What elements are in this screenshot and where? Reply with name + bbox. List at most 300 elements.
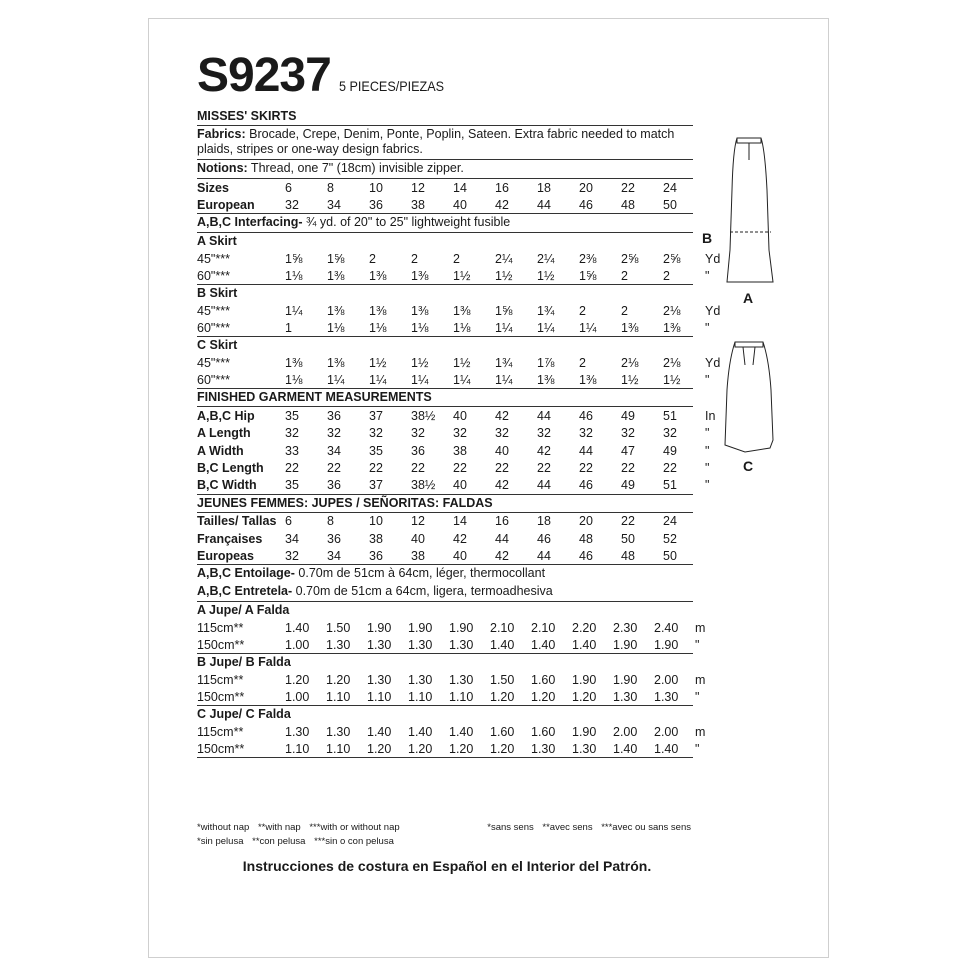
- metric-row-value: 1.50: [326, 620, 351, 635]
- metric-size-row-value: 24: [663, 514, 677, 529]
- fabrics-info: [197, 126, 693, 160]
- metric-row-value: 1.20: [285, 672, 310, 687]
- finished-row-unit: ": [705, 461, 710, 476]
- metric-row-value: 1.40: [285, 620, 310, 635]
- pattern-number: S9237: [197, 49, 331, 102]
- metric-row-value: 1.00: [285, 637, 310, 652]
- finished-row-value: 35: [285, 478, 299, 493]
- metric-row-value: 1.30: [367, 672, 392, 687]
- yardage-row-value: 1⅝: [327, 251, 345, 266]
- notions-info: [197, 160, 693, 179]
- metric-size-row-value: 50: [621, 531, 635, 546]
- metric-row-value: 1.60: [531, 724, 556, 739]
- metric-size-row-value: 46: [537, 531, 551, 546]
- metric-row-value: 1.60: [490, 724, 515, 739]
- yardage-chart: [197, 108, 721, 758]
- sizes-row-value: 12: [411, 180, 425, 195]
- yardage-row-value: 1¼: [285, 303, 303, 318]
- yardage-row-value: 2: [579, 355, 586, 370]
- entoilage-info-text: 0.70m de 51cm à 64cm, léger, thermocollant: [294, 566, 546, 580]
- metric-row-unit: m: [695, 724, 706, 739]
- finished-row-value: 49: [663, 443, 677, 458]
- european-row-value: 38: [411, 197, 425, 212]
- yardage-row-value: 2: [579, 303, 586, 318]
- metric-row: [197, 671, 706, 689]
- finished-row-value: 38½: [411, 478, 436, 493]
- metric-size-row-value: 34: [327, 548, 341, 563]
- metric-row-label: 115cm**: [197, 724, 244, 739]
- yardage-row-label: 45"***: [197, 303, 230, 318]
- notions-info-text: Thread, one 7" (18cm) invisible zipper.: [247, 161, 464, 175]
- metric-row-value: 1.40: [531, 637, 556, 652]
- sizes-row-value: 6: [285, 180, 292, 195]
- yardage-row-value: 1⅜: [537, 372, 555, 387]
- yardage-row-value: 2⅜: [579, 251, 597, 266]
- metric-row-value: 1.90: [449, 620, 474, 635]
- finished-row: [197, 425, 710, 443]
- metric-row-value: 1.00: [285, 689, 310, 704]
- yardage-row-value: 2: [369, 251, 376, 266]
- metric-row-unit: ": [695, 741, 700, 756]
- metric-section-title: JEUNES FEMMES: JUPES / SEÑORITAS: FALDAS: [197, 495, 693, 513]
- metric-row-value: 1.20: [531, 689, 556, 704]
- fabrics-info-label: Fabrics:: [197, 127, 246, 141]
- yardage-row-value: 1⅜: [327, 355, 345, 370]
- metric-row-value: 1.40: [572, 637, 597, 652]
- finished-row-label: A,B,C Hip: [197, 408, 255, 423]
- yardage-row: [197, 250, 721, 268]
- note-con-pelusa: **con pelusa: [252, 836, 306, 847]
- yardage-row-value: 2⅛: [663, 303, 681, 318]
- metric-row-value: 1.20: [490, 741, 515, 756]
- metric-size-row: [197, 530, 693, 548]
- metric-size-row-value: 32: [285, 548, 299, 563]
- metric-row-value: 1.10: [326, 741, 351, 756]
- metric-size-row-value: 6: [285, 514, 292, 529]
- european-row-value: 50: [663, 197, 677, 212]
- metric-row-value: 1.90: [654, 637, 679, 652]
- metric-row-value: 1.40: [367, 724, 392, 739]
- view-label-a: A: [743, 290, 754, 306]
- metric-row-value: 1.40: [490, 637, 515, 652]
- metric-row-label: 150cm**: [197, 689, 245, 704]
- metric-size-row: [197, 513, 693, 531]
- finished-row-value: 38: [453, 443, 467, 458]
- yardage-row-value: 1⅞: [537, 355, 555, 370]
- nap-notes: [197, 822, 697, 850]
- metric-row-value: 1.40: [654, 741, 679, 756]
- finished-row-value: 32: [663, 426, 677, 441]
- yardage-row-value: 1⅜: [579, 372, 597, 387]
- metric-size-row-value: 44: [537, 548, 551, 563]
- note-avec-ou-sans-sens: ***avec ou sans sens: [601, 822, 691, 833]
- metric-row-value: 1.60: [531, 672, 556, 687]
- metric-row-value: 1.30: [285, 724, 310, 739]
- yardage-row-value: 1⅜: [327, 268, 345, 283]
- metric-row-value: 1.30: [449, 637, 474, 652]
- metric-view-title: A Jupe/ A Falda: [197, 603, 290, 617]
- yardage-row-value: 2⅛: [621, 355, 639, 370]
- european-row-value: 40: [453, 197, 467, 212]
- yardage-row-unit: Yd: [705, 355, 721, 370]
- metric-row-value: 1.90: [572, 672, 597, 687]
- yardage-row-value: 1⅛: [453, 320, 471, 335]
- metric-row-label: 115cm**: [197, 672, 244, 687]
- finished-row-value: 22: [285, 461, 299, 476]
- finished-row-value: 49: [621, 478, 635, 493]
- yardage-row: [197, 268, 710, 286]
- finished-row-value: 22: [495, 461, 509, 476]
- finished-row-label: B,C Length: [197, 461, 264, 476]
- sizes-row: [197, 179, 693, 197]
- metric-row-label: 150cm**: [197, 741, 245, 756]
- yardage-row-value: 1⅝: [285, 251, 303, 266]
- metric-row: [197, 637, 700, 655]
- metric-row-value: 1.90: [613, 672, 638, 687]
- european-row-value: 32: [285, 197, 299, 212]
- metric-size-row-value: 40: [453, 548, 467, 563]
- european-row-value: 34: [327, 197, 341, 212]
- yardage-row: [197, 354, 721, 372]
- metric-row-unit: m: [695, 620, 706, 635]
- note-with-nap: **with nap: [257, 822, 301, 833]
- interfacing-info-text: ¾ yd. of 20" to 25" lightweight fusible: [302, 215, 511, 229]
- finished-row-value: 47: [621, 443, 635, 458]
- european-row-value: 36: [369, 197, 383, 212]
- metric-size-row-value: 38: [411, 548, 425, 563]
- yardage-row-value: 1¼: [453, 372, 471, 387]
- finished-row-value: 35: [285, 408, 299, 423]
- metric-row-value: 1.50: [490, 672, 515, 687]
- yardage-row-value: 1¼: [579, 320, 597, 335]
- yardage-row-value: 1⅜: [411, 303, 429, 318]
- finished-row-value: 22: [369, 461, 383, 476]
- yardage-row: [197, 320, 710, 338]
- sizes-row-label: Sizes: [197, 180, 229, 195]
- yardage-row-label: 60"***: [197, 320, 230, 335]
- metric-row-label: 115cm**: [197, 620, 244, 635]
- yardage-row-value: 1⅜: [327, 303, 345, 318]
- finished-row-value: 32: [411, 426, 425, 441]
- view-label-c: C: [743, 458, 754, 474]
- yardage-row-unit: Yd: [705, 251, 721, 266]
- interfacing-info: [197, 214, 693, 233]
- finished-row-value: 22: [621, 461, 635, 476]
- metric-size-row-value: 40: [411, 531, 425, 546]
- metric-row: [197, 689, 700, 707]
- metric-view-title: C Jupe/ C Falda: [197, 707, 291, 721]
- metric-row-unit: ": [695, 637, 700, 652]
- yardage-row-value: 1¼: [369, 372, 387, 387]
- finished-row-value: 22: [453, 461, 467, 476]
- yardage-row-value: 2¼: [495, 251, 513, 266]
- european-row-value: 42: [495, 197, 509, 212]
- section-title: MISSES' SKIRTS: [197, 108, 693, 126]
- metric-row-value: 1.30: [531, 741, 556, 756]
- yardage-row-value: 1¼: [495, 320, 513, 335]
- yardage-row-value: 1½: [621, 372, 639, 387]
- metric-size-row-value: 18: [537, 514, 551, 529]
- metric-row-value: 1.20: [572, 689, 597, 704]
- metric-size-row-value: 38: [369, 531, 383, 546]
- metric-row-value: 1.40: [408, 724, 433, 739]
- yardage-row-value: 2⅛: [663, 355, 681, 370]
- metric-size-row-value: 48: [579, 531, 593, 546]
- metric-row-value: 1.10: [367, 689, 392, 704]
- finished-row-value: 22: [579, 461, 593, 476]
- finished-row-value: 44: [537, 408, 551, 423]
- finished-row-value: 42: [495, 408, 509, 423]
- yardage-row-value: 1⅜: [453, 303, 471, 318]
- metric-row-label: 150cm**: [197, 637, 245, 652]
- sizes-row-value: 20: [579, 180, 593, 195]
- finished-row-value: 51: [663, 478, 677, 493]
- yardage-row-value: 1⅛: [285, 268, 303, 283]
- yardage-row-unit: ": [705, 320, 710, 335]
- finished-row-value: 32: [369, 426, 383, 441]
- note-sin-pelusa: *sin pelusa: [197, 836, 244, 847]
- metric-row-value: 1.30: [449, 672, 474, 687]
- yardage-row-value: 1⅝: [495, 303, 513, 318]
- spanish-instructions-note: Instrucciones de costura en Español en el Interior del Patrón.: [242, 858, 652, 874]
- metric-size-row-value: 36: [369, 548, 383, 563]
- finished-row: [197, 460, 710, 478]
- metric-row-value: 1.30: [613, 689, 638, 704]
- note-avec-sens: **avec sens: [542, 822, 593, 833]
- yardage-row-value: 2¼: [537, 251, 555, 266]
- metric-row-value: 1.90: [572, 724, 597, 739]
- notes-french: [487, 822, 697, 836]
- yardage-row-unit: ": [705, 372, 710, 387]
- finished-row-value: 34: [327, 443, 341, 458]
- entretela-info-text: 0.70m de 51cm a 64cm, ligera, termoadhesiva: [292, 584, 553, 598]
- yardage-row-value: 2: [663, 268, 670, 283]
- metric-row-value: 1.30: [326, 724, 351, 739]
- entretela-info: [197, 583, 693, 602]
- metric-row-value: 1.30: [326, 637, 351, 652]
- finished-row-value: 36: [411, 443, 425, 458]
- sizes-row-value: 8: [327, 180, 334, 195]
- metric-size-row: [197, 548, 693, 566]
- metric-size-row-value: 34: [285, 531, 299, 546]
- finished-row: [197, 407, 716, 425]
- metric-row-value: 2.10: [531, 620, 556, 635]
- pieces-count: 5 PIECES/PIEZAS: [338, 78, 444, 94]
- metric-row-value: 1.30: [408, 637, 433, 652]
- entoilage-info: [197, 565, 693, 583]
- sizes-row-value: 10: [369, 180, 383, 195]
- notions-info-label: Notions:: [197, 161, 248, 175]
- sizes-row-value: 24: [663, 180, 677, 195]
- note-sans-sens: *sans sens: [487, 822, 534, 833]
- metric-row-value: 1.20: [490, 689, 515, 704]
- finished-row-value: 49: [621, 408, 635, 423]
- yardage-row-value: 1⅛: [369, 320, 387, 335]
- metric-size-row-value: 20: [579, 514, 593, 529]
- metric-row-value: 1.30: [408, 672, 433, 687]
- yardage-row-value: 2⅝: [621, 251, 639, 266]
- metric-size-row-value: 12: [411, 514, 425, 529]
- note-with-or-without-nap: ***with or without nap: [309, 822, 400, 833]
- metric-size-row-label: Françaises: [197, 531, 263, 546]
- yardage-row-value: 1: [285, 320, 292, 335]
- finished-row-unit: ": [705, 426, 710, 441]
- yardage-row-value: 2: [621, 268, 628, 283]
- view-label-b: B: [702, 230, 713, 246]
- finished-row-value: 32: [453, 426, 467, 441]
- metric-row-value: 2.00: [654, 672, 679, 687]
- yardage-row-value: 1⅜: [411, 268, 429, 283]
- metric-row: [197, 619, 706, 637]
- metric-row-value: 2.00: [654, 724, 679, 739]
- yardage-row-value: 1¼: [327, 372, 345, 387]
- finished-row-value: 32: [327, 426, 341, 441]
- metric-row: [197, 741, 700, 759]
- metric-row-value: 1.40: [613, 741, 638, 756]
- metric-size-row-value: 52: [663, 531, 677, 546]
- yardage-row-label: 60"***: [197, 268, 230, 283]
- finished-row-value: 44: [537, 478, 551, 493]
- yardage-row-value: 1⅜: [369, 268, 387, 283]
- european-row-value: 46: [579, 197, 593, 212]
- finished-row-value: 32: [495, 426, 509, 441]
- metric-size-row-label: Europeas: [197, 548, 254, 563]
- entretela-info-label: A,B,C Entretela-: [197, 584, 293, 598]
- yardage-row-value: 2: [411, 251, 418, 266]
- finished-row-value: 46: [579, 478, 593, 493]
- finished-row-value: 22: [537, 461, 551, 476]
- finished-row-label: A Length: [197, 426, 251, 441]
- metric-row-value: 1.20: [367, 741, 392, 756]
- finished-row-value: 22: [411, 461, 425, 476]
- metric-row-value: 1.20: [326, 672, 351, 687]
- yardage-row-value: 1⅛: [327, 320, 345, 335]
- pattern-header: [197, 49, 456, 102]
- yardage-row-value: 1¼: [411, 372, 429, 387]
- european-row: [197, 197, 693, 215]
- finished-row-value: 40: [453, 408, 467, 423]
- metric-row-value: 2.00: [613, 724, 638, 739]
- metric-row-value: 1.10: [285, 741, 310, 756]
- yardage-row-value: 1½: [411, 355, 429, 370]
- finished-row-value: 32: [537, 426, 551, 441]
- metric-row-value: 2.40: [654, 620, 679, 635]
- yardage-row-value: 1¼: [495, 372, 513, 387]
- finished-row-value: 44: [579, 443, 593, 458]
- skirt-illustrations: [715, 130, 795, 470]
- metric-row-value: 1.10: [408, 689, 433, 704]
- finished-row-value: 35: [369, 443, 383, 458]
- yardage-row-value: 1½: [537, 268, 555, 283]
- finished-row: [197, 477, 710, 495]
- metric-size-row-value: 8: [327, 514, 334, 529]
- yardage-row-value: 2: [621, 303, 628, 318]
- metric-row-value: 1.20: [408, 741, 433, 756]
- yardage-row-value: 1½: [495, 268, 513, 283]
- metric-size-row-value: 48: [621, 548, 635, 563]
- yardage-row-value: 1⅜: [285, 355, 303, 370]
- sizes-row-value: 14: [453, 180, 467, 195]
- metric-size-row-value: 46: [579, 548, 593, 563]
- metric-size-row-value: 42: [453, 531, 467, 546]
- finished-row-unit: ": [705, 478, 710, 493]
- finished-row-value: 46: [579, 408, 593, 423]
- finished-row-value: 40: [453, 478, 467, 493]
- yardage-row-value: 1½: [663, 372, 681, 387]
- yardage-row-value: 1½: [369, 355, 387, 370]
- metric-size-row-value: 10: [369, 514, 383, 529]
- yardage-row-value: 1⅛: [411, 320, 429, 335]
- yardage-view-title: C Skirt: [197, 338, 238, 352]
- finished-row-value: 37: [369, 408, 383, 423]
- yardage-row-value: 1⅝: [579, 268, 597, 283]
- skirt-c-drawing: [725, 342, 773, 452]
- yardage-view-title: B Skirt: [197, 286, 238, 300]
- yardage-row-value: 1½: [453, 268, 471, 283]
- metric-row-unit: ": [695, 689, 700, 704]
- yardage-row-value: 1⅜: [663, 320, 681, 335]
- yardage-row-label: 45"***: [197, 355, 230, 370]
- metric-row-value: 1.30: [654, 689, 679, 704]
- finished-row-unit: ": [705, 443, 710, 458]
- metric-size-row-value: 44: [495, 531, 509, 546]
- finished-row-value: 32: [579, 426, 593, 441]
- yardage-row-value: 1⅜: [369, 303, 387, 318]
- metric-row-value: 1.10: [326, 689, 351, 704]
- yardage-view-title: A Skirt: [197, 234, 237, 248]
- finished-row-value: 38½: [411, 408, 436, 423]
- metric-row: [197, 723, 706, 741]
- metric-size-row-value: 42: [495, 548, 509, 563]
- yardage-row: [197, 372, 710, 390]
- european-row-label: European: [197, 197, 255, 212]
- metric-row-value: 1.20: [449, 741, 474, 756]
- finished-row-label: A Width: [197, 443, 244, 458]
- metric-size-row-value: 36: [327, 531, 341, 546]
- finished-row: [197, 442, 710, 460]
- metric-size-row-label: Tailles/ Tallas: [197, 514, 277, 529]
- yardage-row-label: 45"***: [197, 251, 230, 266]
- fabrics-info-text: Brocade, Crepe, Denim, Ponte, Poplin, Sateen. Extra fabric needed to match plaids, stripes or one-way design fabrics.: [197, 127, 675, 156]
- metric-size-row-value: 14: [453, 514, 467, 529]
- metric-size-row-value: 22: [621, 514, 635, 529]
- metric-size-row-value: 50: [663, 548, 677, 563]
- metric-row-value: 1.90: [613, 637, 638, 652]
- yardage-row-value: 2⅝: [663, 251, 681, 266]
- finished-measurements-title: FINISHED GARMENT MEASUREMENTS: [197, 389, 693, 407]
- finished-row-value: 22: [327, 461, 341, 476]
- sizes-row-value: 18: [537, 180, 551, 195]
- yardage-row-value: 1⅜: [621, 320, 639, 335]
- finished-row-value: 32: [285, 426, 299, 441]
- skirt-a-drawing: [727, 138, 773, 282]
- yardage-row-unit: Yd: [705, 303, 721, 318]
- yardage-row-value: 1¼: [537, 320, 555, 335]
- note-sin-o-con-pelusa: ***sin o con pelusa: [314, 836, 394, 847]
- finished-row-value: 36: [327, 408, 341, 423]
- yardage-row-value: 2: [453, 251, 460, 266]
- sizes-row-value: 16: [495, 180, 509, 195]
- yardage-row-unit: ": [705, 268, 710, 283]
- metric-row-value: 2.30: [613, 620, 638, 635]
- finished-row-value: 37: [369, 478, 383, 493]
- european-row-value: 48: [621, 197, 635, 212]
- notes-english: [197, 822, 406, 836]
- metric-row-value: 1.30: [367, 637, 392, 652]
- european-row-value: 44: [537, 197, 551, 212]
- interfacing-info-label: A,B,C Interfacing-: [197, 215, 303, 229]
- entoilage-info-label: A,B,C Entoilage-: [197, 566, 295, 580]
